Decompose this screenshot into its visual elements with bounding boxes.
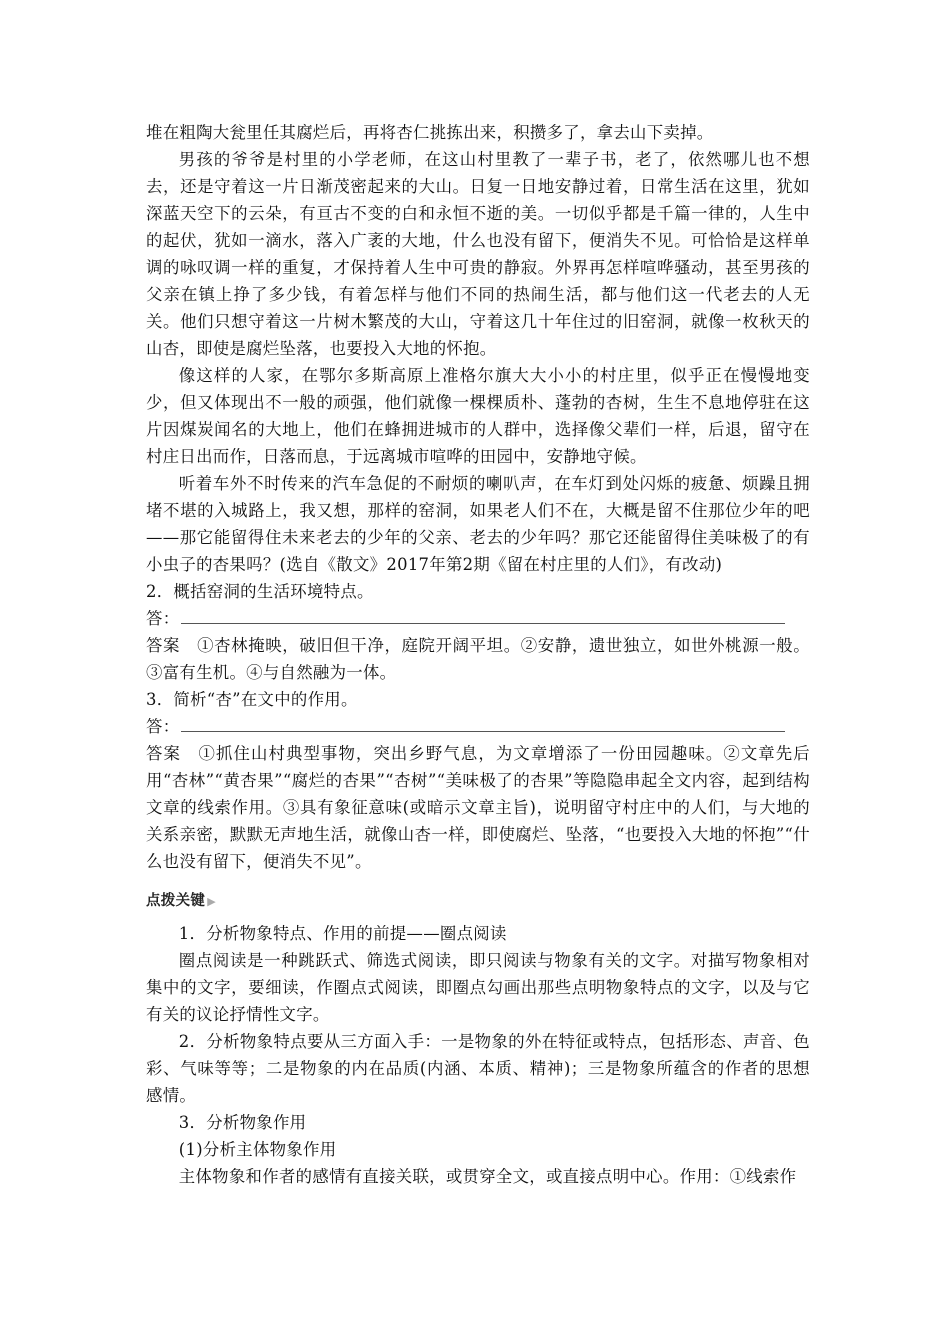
- tips-section-title: [146, 889, 810, 914]
- answer-prefix: 答：: [146, 717, 180, 736]
- tips-title-text: 点拨关键: [146, 893, 206, 909]
- document-content: [146, 119, 810, 1190]
- article-paragraph-2: 像这样的人家，在鄂尔多斯高原上准格尔旗大大小小的村庄里，似乎正在慢慢地变少，但又体现出不一般的顽强，他们就像一棵棵质朴、蓬勃的杏树，生生不息地停驻在这片因煤炭闻名的大地上，他们在蜂拥进城市的人群中，选择像父辈们一样，后退，留守在村庄日出而作，日落而息，于远离城市喧哗的田园中，安静地守候。: [146, 366, 810, 466]
- tip-1-heading: 1．分析物象特点、作用的前提——圈点阅读: [178, 924, 507, 943]
- tip-2-body: 2．分析物象特点要从三方面入手：一是物象的外在特征或特点，包括形态、声音、色彩、气味等等；二是物象的内在品质(内涵、本质、精神)；三是物象所蕴含的作者的思想感情。: [146, 1032, 810, 1105]
- answer-2: 答案 ①杏林掩映，破旧但干净，庭院开阔平坦。②安静，遗世独立，如世外桃源一般。③富有生机。④与自然融为一体。: [146, 636, 810, 682]
- answer-prefix: 答：: [146, 609, 180, 628]
- article-paragraph-1: 男孩的爷爷是村里的小学老师，在这山村里教了一辈子书，老了，依然哪儿也不想去，还是守着这一片日渐茂密起来的大山。日复一日地安静过着，日常生活在这里，犹如深蓝天空下的云朵，有亘古不变的白和永恒不逝的美。一切似乎都是千篇一律的，人生中的起伏，犹如一滴水，落入广袤的大地，什么也没有留下，便消失不见。可恰恰是这样单调的咏叹调一样的重复，才保持着人生中可贵的静寂。外界再怎样喧哗骚动，甚至男孩的父亲在镇上挣了多少钱，有着怎样与他们不同的热闹生活，都与他们这一代老去的人无关。他们只想守着这一片树木繁茂的大山，守着这几十年住过的旧窑洞，就像一枚秋天的山杏，即使是腐烂坠落，也要投入大地的怀抱。: [146, 150, 810, 358]
- triangle-right-icon: ▶: [207, 895, 216, 908]
- article-paragraph-0: 堆在粗陶大瓮里任其腐烂后，再将杏仁挑拣出来，积攒多了，拿去山下卖掉。: [146, 123, 714, 142]
- answer-line-2: [146, 605, 810, 632]
- tip-1-body: 圈点阅读是一种跳跃式、筛选式阅读，即只阅读与物象有关的文字。对描写物象相对集中的文字，要细读，作圈点式阅读，即圈点勾画出那些点明物象特点的文字，以及与它有关的议论抒情性文字。: [146, 951, 810, 1024]
- answer-line-3: [146, 713, 810, 740]
- question-2: 2．概括窑洞的生活环境特点。: [146, 582, 374, 601]
- tip-3-subheading: (1)分析主体物象作用: [178, 1140, 337, 1159]
- answer-blank-line: [181, 717, 785, 732]
- tip-3-body: 主体物象和作者的感情有直接关联，或贯穿全文，或直接点明中心。作用：①线索作: [178, 1167, 797, 1186]
- article-paragraph-3: 听着车外不时传来的汽车急促的不耐烦的喇叭声，在车灯到处闪烁的疲惫、烦躁且拥堵不堪的入城路上，我又想，那样的窑洞，如果老人们不在，大概是留不住那位少年的吧——那它能留得住未来老去的少年的父亲、老去的少年吗？那它还能留得住美味极了的有小虫子的杏果吗？(选自《散文》2017年第2期《留在村庄里的人们》，有改动): [146, 474, 810, 574]
- answer-blank-line: [181, 609, 785, 624]
- answer-3: 答案 ①抓住山村典型事物，突出乡野气息，为文章增添了一份田园趣味。②文章先后用“杏林”“黄杏果”“腐烂的杏果”“杏树”“美味极了的杏果”等隐隐串起全文内容，起到结构文章的线索作用。③具有象征意味(或暗示文章主旨)，说明留守村庄中的人们，与大地的关系亲密，默默无声地生活，就像山杏一样，即使腐烂、坠落，“也要投入大地的怀抱”“什么也没有留下，便消失不见”。: [146, 744, 810, 871]
- tip-3-heading: 3．分析物象作用: [178, 1113, 307, 1132]
- question-3: 3．简析“杏”在文中的作用。: [146, 690, 358, 709]
